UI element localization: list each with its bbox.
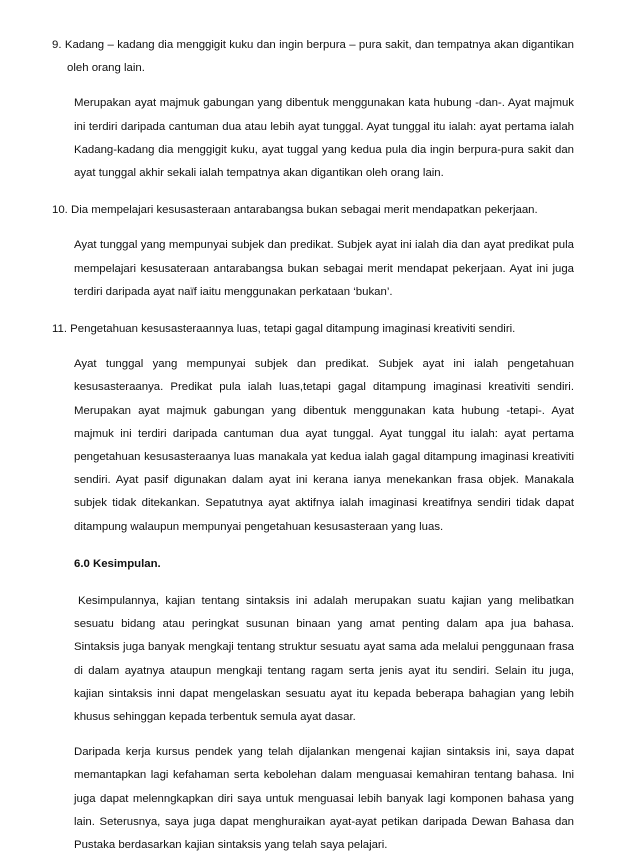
item-10-number: 10.	[52, 204, 68, 217]
item-10-explanation: Ayat tunggal yang mempunyai subjek dan predikat. Subjek ayat ini ialah dia dan ayat predikat pula mempelajari kesusateraan antarabangsa bukan sebagai merit mendapat pekerjaan. Ayat ini juga terdiri daripada ayat naïf iaitu menggunakan perkataan ‘bukan’.	[74, 239, 574, 298]
item-11-number: 11.	[52, 323, 67, 336]
conclusion-paragraph-2: Daripada kerja kursus pendek yang telah dijalankan mengenai kajian sintaksis ini, saya dapat memantapkan lagi kefahaman serta kebolehan dalam menguasai kemahiran tentang bahasa. Ini juga dapat melenngkapkan diri saya untuk menguasai lebih banyak lagi komponen bahasa yang lain. Seterusnya, saya juga dapat menghuraikan ayat-ayat petikan daripada Dewan Bahasa dan Pustaka berdasarkan kajian sintaksis yang telah saya pelajari.	[74, 746, 574, 852]
list-item-9	[52, 34, 574, 185]
item-11-statement	[52, 318, 574, 341]
item-10-statement	[52, 199, 574, 222]
section-heading: 6.0 Kesimpulan.	[74, 557, 161, 570]
item-9-number: 9.	[52, 39, 62, 51]
item-11-statement-text: Pengetahuan kesusasteraannya luas, tetapi gagal ditampung imaginasi kreativiti sendiri.	[70, 323, 516, 336]
conclusion-section	[52, 553, 574, 857]
item-11-explanation: Ayat tunggal yang mempunyai subjek dan predikat. Subjek ayat ini ialah pengetahuan kesusasteraanya. Predikat pula ialah luas,tetapi gagal ditampung imaginasi kreativiti sendiri. Merupakan ayat majmuk gabungan yang dibentuk menggunakan kata hubung -tetapi-. Ayat majmuk ini terdiri daripada cantuman dua ayat tunggal. Ayat tunggal itu ialah: ayat pertama pengetahuan kesusasteraanya luas manakala yat kedua ialah gagal ditampung imaginasi kreativiti sendiri. Ayat pasif digunakan dalam ayat ini kerana ianya menekankan frasa objek. Manakala subjek tidak ditekankan. Sepatutnya ayat aktifnya ialah imaginasi kreatifnya sendiri tidak dapat ditampung walaupun mempunyai pengetahuan kesusasteraan yang luas.	[74, 358, 574, 533]
list-item-11	[52, 318, 574, 539]
conclusion-paragraph-1: Kesimpulannya, kajian tentang sintaksis ini adalah merupakan suatu kajian yang melibatkan sesuatu bidang atau peringkat susunan binaan yang amat penting dalam apa jua bahasa. Sintaksis juga banyak mengkaji tentang struktur sesuatu ayat sama ada melalui penggunaan frasa di dalam ayatnya ataupun mengkaji tentang ragam serta jenis ayat itu sendiri. Selain itu juga, kajian sintaksis inni dapat mengelaskan sesuatu ayat itu kepada beberapa bahagian yang lebih khusus sehinggan kepada terbentuk semula ayat dasar.	[74, 595, 574, 724]
item-9-explanation: Merupakan ayat majmuk gabungan yang dibentuk menggunakan kata hubung -dan-. Ayat majmuk ini terdiri daripada cantuman dua atau lebih ayat tunggal. Ayat tunggal itu ialah: ayat pertama ialah Kadang-kadang dia menggigit kuku, ayat tuggal yang kedua pula dia ingin berpura-pura sakit dan ayat tunggal akhir sekali ialah tempatnya akan digantikan oleh orang lain.	[74, 97, 574, 180]
item-10-statement-text: Dia mempelajari kesusasteraan antarabangsa bukan sebagai merit mendapatkan pekerjaan.	[71, 204, 538, 217]
item-9-statement-text: Kadang – kadang dia menggigit kuku dan ingin berpura – pura sakit, dan tempatnya akan digantikan oleh orang lain.	[64, 39, 574, 75]
list-item-10	[52, 199, 574, 304]
item-9-statement	[52, 34, 574, 80]
